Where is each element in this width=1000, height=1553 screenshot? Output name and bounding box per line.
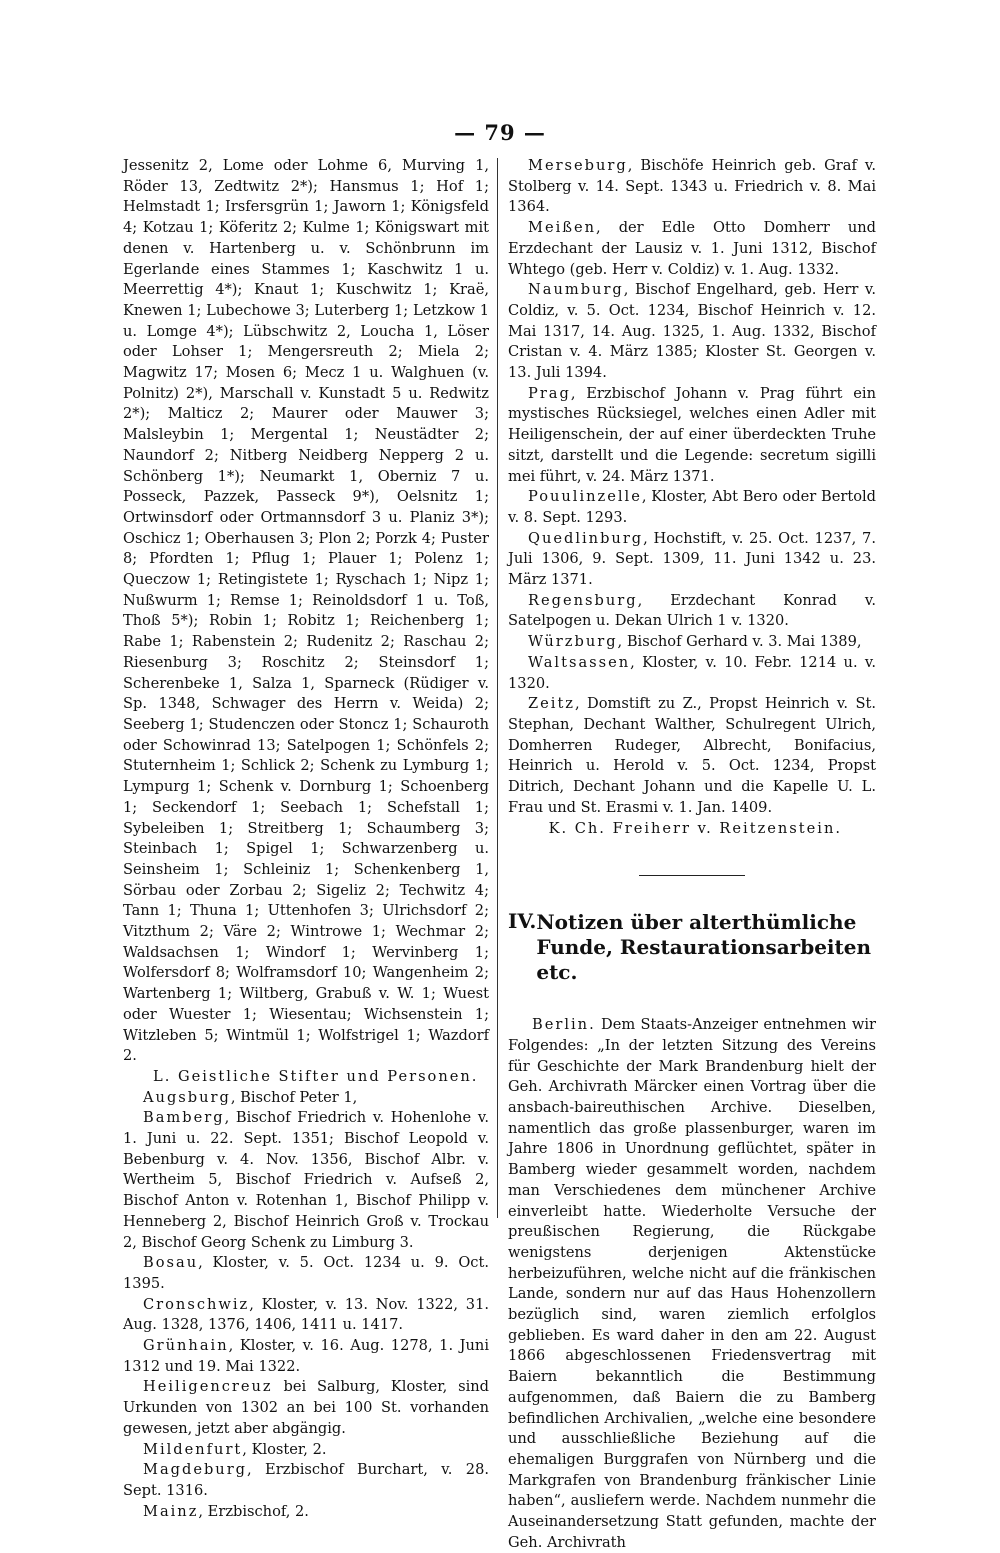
section-heading-l: L. Geistliche Stifter und Personen.: [153, 1067, 479, 1085]
author-signature: K. Ch. Freiherr v. Reitzenstein.: [548, 819, 842, 837]
entry-pouulinzelle: Pouulinzelle, Kloster, Abt Bero oder Bertold v. 8. Sept. 1293.: [508, 488, 876, 526]
entry-augsburg: Augsburg, Bischof Peter 1,: [143, 1088, 358, 1106]
entry-mainz: Mainz, Erzbischof, 2.: [143, 1502, 309, 1520]
entry-waltsassen: Waltsassen, Kloster, v. 10. Febr. 1214 u. v. 1320.: [508, 653, 876, 692]
entry-mildenfurt: Mildenfurt, Kloster, 2.: [143, 1440, 327, 1458]
column-divider: [497, 158, 498, 1218]
entry-quedlinburg: Quedlinburg, Hochstift, v. 25. Oct. 1237, 7. Juli 1306, 9. Sept. 1309, 11. Juni 1342 u. 23. März 1371.: [508, 529, 876, 589]
section-heading-iv: [508, 910, 876, 985]
entry-cronschwiz: Cronschwiz, Kloster, v. 13. Nov. 1322, 31. Aug. 1328, 1376, 1406, 1411 u. 1417.: [123, 1295, 489, 1334]
family-list-paragraph: Jessenitz 2, Lome oder Lohme 6, Murving 1, Röder 13, Zedtwitz 2*); Hansmus 1; Hof 1; Helmstadt 1; Irsfersgrün 1; Jaworn 1; Königsfeld 4; Kotzau 1; Köferitz 2; Kulme 1; Königswart mit denen v. Hartenberg u. v. Schönbrunn im Egerlande eines Stammes 1; Kaschwitz 1 u. Meerrettig 4*); Knaut 1; Kuschwitz 1; Kraë, Knewen 1; Lubechowe 3; Luterberg 1; Letzkow 1 u. Lomge 4*); Lübschwitz 2, Loucha 1, Löser oder Lohser 1; Mengersreuth 2; Miela 2; Magwitz 17; Mosen 6; Mecz 1 u. Walghuen (v. Polnitz) 2*), Marschall v. Kunstadt 5 u. Redwitz 2*); Malticz 2; Maurer oder Mauwer 3; Malsleybin 1; Mergental 1; Neustädter 2; Naundorf 2; Nitberg Neidberg Nepperg 2 u. Schönberg 1*); Neumarkt 1, Oberniz 7 u. Posseck, Pazzek, Passeck 9*), Oelsnitz 1; Ortwinsdorf oder Ortmannsdorf 3 u. Planiz 3*); Oschicz 1; Oberhausen 3; Plon 2; Porzk 4; Puster 8; Pfordten 1; Pflug 1; Plauer 1; Polenz 1; Queczow 1; Retingistete 1; Ryschach 1; Nipz 1; Nußwurm 1; Remse 1; Reinoldsdorf 1 u. Toß, Thoß 5*); Robin 1; Robitz 1; Reichenberg 1; Rabe 1; Rabenstein 2; Rudenitz 2; Raschau 2; Riesenburg 3; Roschitz 2; Steinsdorf 1; Scherenbeke 1, Salza 1, Sparneck (Rüdiger v. Sp. 1348, Schwager des Herrn v. Weida) 2; Seeberg 1; Studenczen oder Stoncz 1; Schauroth oder Schowinrad 13; Satelpogen 1; Schönfels 2; Stuternheim 1; Schlick 2; Schenk zu Lymburg 1; Lympurg 1; Schenk v. Dornburg 1; Schoenberg 1; Seckendorf 1; Seebach 1; Schefstall 1; Sybeleiben 1; Streitberg 1; Schaumberg 3; Steinbach 1; Spigel 1; Schwarzenberg u. Seinsheim 1; Schleiniz 1; Schenkenberg 1, Sörbau oder Zorbau 2; Sigeliz 2; Techwitz 4; Tann 1; Thuna 1; Uttenhofen 3; Ulrichsdorf 2; Vitzthum 2; Väre 2; Wintrowe 1; Wechmar 2; Waldsachsen 1; Windorf 1; Wervinberg 1; Wolfersdorf 8; Wolframsdorf 10; Wangenheim 2; Wartenberg 1; Wiltberg, Grabuß v. W. 1; Wuest oder Wuester 1; Wiesentau; Wichsenstein 1; Witzleben 5; Wintmül 1; Wolfstrigel 1; Wazdorf 2.: [123, 157, 489, 1065]
entry-wuerzburg: Würzburg, Bischof Gerhard v. 3. Mai 1389,: [528, 633, 862, 651]
section-title: Notizen über alterthümliche Funde, Restaurationsarbeiten etc.: [536, 910, 872, 985]
section-divider: [639, 875, 745, 876]
berlin-report: Berlin. Dem Staats-Anzeiger entnehmen wir Folgendes: „In der letzten Sitzung des Vereins für Geschichte der Mark Brandenburg hielt der Geh. Archivrath Märcker einen Vortrag über die ansbach-baireuthischen Archive. Dieselben, namentlich das große plassenburger, waren im Jahre 1806 in Unordnung geflüchtet, später in Bamberg wieder gesammelt worden, nachdem man Verschiedenes dem münchener Archive einverleibt hatte. Wiederholte Versuche der preußischen Regierung, die Rückgabe wenigstens derjenigen Aktenstücke herbeizuführen, welche nicht auf die fränkischen Lande, sondern nur auf das Haus Hohenzollern bezüglich sind, waren ziemlich erfolglos geblieben. Es ward daher in den am 22. August 1866 abgeschlossenen Friedensvertrag mit Baiern bekanntlich die Bestimmung aufgenommen, daß Baiern die zu Bamberg befindlichen Archivalien, „welche eine besondere und ausschließliche Beziehung auf die ehemaligen Burggrafen von Nürnberg und die Markgrafen von Brandenburg fränkischer Linie haben“, ausliefern werde. Nachdem nunmehr die Auseinandersetzung Statt gefunden, machte der Geh. Archivrath: [508, 1016, 876, 1551]
entry-merseburg: Merseburg, Bischöfe Heinrich geb. Graf v. Stolberg v. 14. Sept. 1343 u. Friedrich v. 8. Mai 1364.: [508, 157, 876, 216]
entry-gruenhain: Grünhain, Kloster, v. 16. Aug. 1278, 1. Juni 1312 und 19. Mai 1322.: [123, 1337, 489, 1375]
entry-bamberg: Bamberg, Bischof Friedrich v. Hohenlohe v. 1. Juni u. 22. Sept. 1351; Bischof Leopold v. Bebenburg v. 4. Nov. 1356, Bischof Albr. v. Wertheim 5, Bischof Friedrich v. Aufseß 2, Bischof Anton v. Rotenhan 1, Bischof Philipp v. Henneberg 2, Bischof Heinrich Groß v. Trockau 2, Bischof Georg Schenk zu Limburg 3.: [123, 1109, 489, 1251]
right-column: [508, 156, 876, 1553]
entry-magdeburg: Magdeburg, Erzbischof Burchart, v. 28. Sept. 1316.: [123, 1461, 489, 1499]
section-number: IV.: [508, 909, 537, 934]
entry-regensburg: Regensburg, Erzdechant Konrad v. Satelpogen u. Dekan Ulrich 1 v. 1320.: [508, 591, 876, 630]
entry-zeitz: Zeitz, Domstift zu Z., Propst Heinrich v. St. Stephan, Dechant Walther, Schulregent Ulrich, Domherren Rudeger, Albrecht, Bonifacius, Heinrich u. Herold v. 5. Oct. 1234, Propst Ditrich, Dechant Johann und die Kapelle U. L. Frau und St. Erasmi v. 1. Jan. 1409.: [508, 695, 876, 816]
entry-meissen: Meißen, der Edle Otto Domherr und Erzdechant der Lausiz v. 1. Juni 1312, Bischof Whtego (geb. Herr v. Coldiz) v. 1. Aug. 1332.: [508, 219, 876, 278]
page-number: — 79 —: [454, 120, 546, 145]
entry-bosau: Bosau, Kloster, v. 5. Oct. 1234 u. 9. Oct. 1395.: [123, 1254, 489, 1292]
left-column: [123, 156, 489, 1522]
entry-prag: Prag, Erzbischof Johann v. Prag führt ein mystisches Rücksiegel, welches einen Adler mit Heiligenschein, der auf einer überdeckten Truhe sitzt, darstellt und die Legende: secretum sigilli mei führt, v. 24. März 1371.: [508, 384, 876, 485]
entry-heiligencreuz: Heiligencreuz bei Salburg, Kloster, sind Urkunden von 1302 an bei 100 St. vorhanden gewesen, jetzt aber abgängig.: [123, 1378, 489, 1437]
entry-naumburg: Naumburg, Bischof Engelhard, geb. Herr v. Coldiz, v. 5. Oct. 1234, Bischof Heinrich v. 12. Mai 1317, 14. Aug. 1325, 1. Aug. 1332, Bischof Cristan v. 4. März 1385; Kloster St. Georgen v. 13. Juli 1394.: [508, 281, 876, 382]
